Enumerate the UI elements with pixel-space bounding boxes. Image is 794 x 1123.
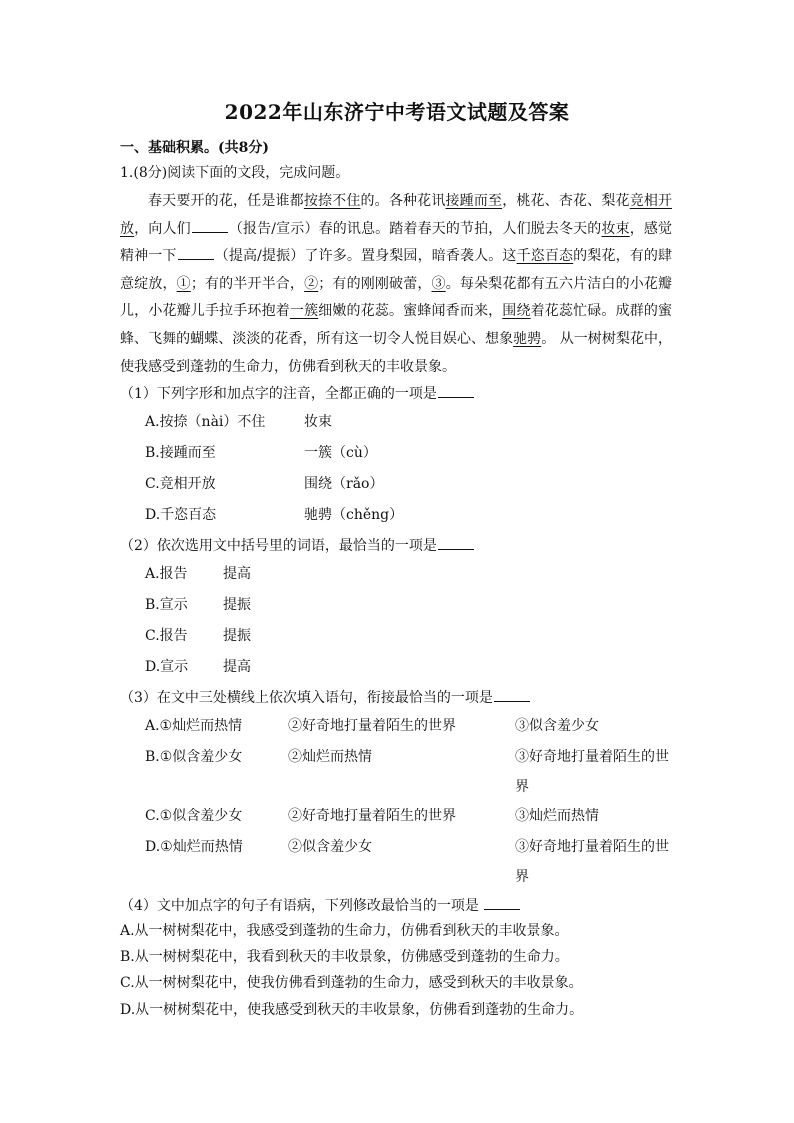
option-a-second: ②好奇地打量着陌生的世界	[288, 718, 456, 734]
answer-blank	[438, 535, 474, 550]
sub-question-1: （1）下列字形和加点字的注音，全都正确的一项是	[120, 383, 475, 405]
answer-blank	[484, 895, 520, 910]
option-d: D.千恣百态	[145, 507, 217, 523]
question-stem: 1.(8分)阅读下面的文段，完成问题。	[120, 165, 350, 181]
fill-blank	[192, 218, 228, 233]
option-b-word: 一簇（cù）	[304, 445, 377, 461]
option-a: A.报告	[145, 566, 188, 582]
page-title: 2022年山东济宁中考语文试题及答案	[224, 100, 570, 124]
option-a-word: 提高	[223, 566, 251, 582]
option-c-third: ③灿烂而热情	[515, 808, 599, 824]
option-c: C.竞相开放	[145, 476, 216, 492]
answer-blank	[438, 383, 474, 398]
option-a: A.按捺（nài）不住	[145, 414, 266, 430]
option-b-word: 提振	[223, 597, 251, 613]
option-c: C.报告	[145, 628, 188, 644]
option-a: A.从一树树梨花中，我感受到蓬勃的生命力，仿佛看到秋天的丰收景象。	[120, 923, 569, 939]
option-b: B.接踵而至	[145, 445, 216, 461]
option-b: B.①似含羞少女	[145, 749, 243, 765]
answer-blank	[494, 687, 530, 702]
option-d-word: 驰骋（chěng）	[304, 507, 404, 523]
option-d-word: 提高	[223, 659, 251, 675]
option-d: D.①灿烂而热情	[145, 839, 243, 855]
option-d: D.从一树树梨花中，使我感受到秋天的丰收景象，仿佛看到蓬勃的生命力。	[120, 1002, 584, 1018]
option-d: D.宣示	[145, 659, 189, 675]
option-b: B.宣示	[145, 597, 188, 613]
fill-blank	[178, 245, 214, 260]
option-a-third: ③似含羞少女	[515, 718, 599, 734]
option-b: B.从一树树梨花中，我看到秋天的丰收景象，仿佛感受到蓬勃的生命力。	[120, 949, 569, 965]
option-c: C.从一树树梨花中，使我仿佛看到蓬勃的生命力，感受到秋天的丰收景象。	[120, 975, 583, 991]
option-c-word: 提振	[223, 628, 251, 644]
option-b-third: ③好奇地打量着陌生的世界	[515, 749, 669, 795]
sub-question-3: （3）在文中三处横线上依次填入语句，衔接最恰当的一项是	[120, 687, 531, 709]
option-c-second: ②好奇地打量着陌生的世界	[288, 808, 456, 824]
option-c-word: 围绕（rǎo）	[304, 476, 384, 492]
option-d-second: ②似含羞少女	[288, 839, 372, 855]
option-a-word: 妆束	[304, 414, 332, 430]
reading-passage: 春天要开的花，任是谁都按捺不住的。各种花讯接踵而至，桃花、杏花、梨花竞相开放，向人们 （报告/宣示）春的讯息。踏着春天的节拍，人们脱去冬天的妆束，感觉精神一下 （提高/提振）了许多。置身梨园，暗香袭人。这千恣百态的梨花，有的肆意绽放，①；有的半开半合，②；有的刚刚破蕾，③。每朵梨花都有五六片洁白的小花瓣儿，小花瓣儿手拉手环抱着一簇细嫩的花蕊。蜜蜂闻香而来，围绕着花蕊忙碌。成群的蜜蜂、飞舞的蝴蝶、淡淡的花香，所有这一切令人悦目娱心、想象驰骋。 从一树树梨花中，使我感受到蓬勃的生命力，仿佛看到秋天的丰收景象。	[120, 193, 673, 375]
sub-question-4: （4）文中加点字的句子有语病，下列修改最恰当的一项是	[120, 895, 521, 917]
option-d-third: ③好奇地打量着陌生的世界	[515, 839, 669, 885]
option-a: A.①灿烂而热情	[145, 718, 243, 734]
option-c: C.①似含羞少女	[145, 808, 243, 824]
option-b-second: ②灿烂而热情	[288, 749, 372, 765]
sub-question-2: （2）依次选用文中括号里的词语，最恰当的一项是	[120, 535, 475, 557]
section-heading: 一、基础积累。(共8分)	[120, 140, 269, 156]
